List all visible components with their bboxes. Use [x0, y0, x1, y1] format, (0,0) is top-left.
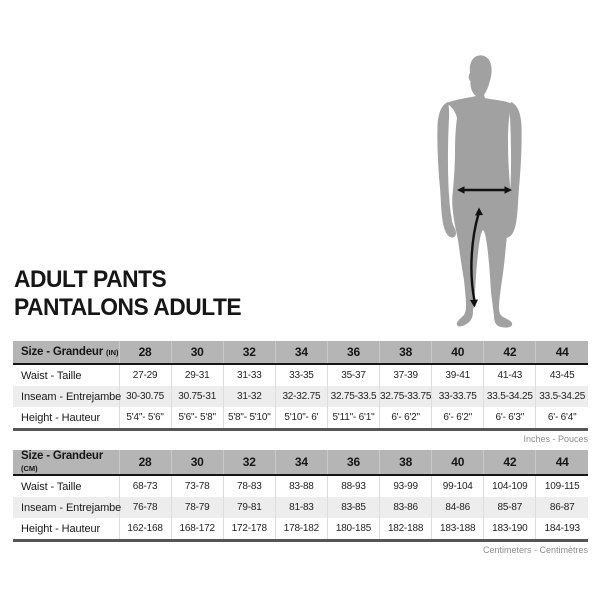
unit-footnote-centimeters: Centimeters - Centimètres — [482, 545, 588, 555]
size-column-header: 32 — [223, 450, 275, 475]
measurement-value: 83-86 — [380, 497, 432, 518]
size-header-label: Size - Grandeur (IN) — [13, 341, 119, 364]
size-column-header: 36 — [327, 450, 379, 475]
measurement-value: 32-32.75 — [275, 386, 327, 407]
measurement-value: 178-182 — [275, 518, 327, 541]
measurement-value: 79-81 — [223, 497, 275, 518]
measurement-value: 5'6"- 5'8" — [171, 407, 223, 430]
size-column-header: 28 — [119, 341, 171, 364]
size-column-header: 34 — [275, 450, 327, 475]
measurement-value: 5'11"- 6'1" — [327, 407, 379, 430]
measurement-value: 73-78 — [171, 475, 223, 497]
measurement-value: 41-43 — [484, 364, 536, 386]
size-column-header: 40 — [432, 341, 484, 364]
size-column-header: 38 — [380, 341, 432, 364]
measurement-value: 86-87 — [536, 497, 588, 518]
measurement-value: 104-109 — [484, 475, 536, 497]
measurement-value: 162-168 — [119, 518, 171, 541]
measurement-value: 78-83 — [223, 475, 275, 497]
measurement-value: 31-33 — [223, 364, 275, 386]
size-header-row — [13, 341, 588, 364]
measurement-row — [13, 364, 588, 386]
measurement-value: 183-188 — [432, 518, 484, 541]
measurement-label: Inseam - Entrejambe — [21, 501, 122, 514]
measurement-value: 30-30.75 — [119, 386, 171, 407]
page-title — [14, 266, 241, 322]
unit-footnote-inches: Inches - Pouces — [523, 434, 588, 444]
measurement-value: 78-79 — [171, 497, 223, 518]
measurement-value: 33-35 — [275, 364, 327, 386]
measurement-value: 39-41 — [432, 364, 484, 386]
measurement-value: 30.75-31 — [171, 386, 223, 407]
measurement-row — [13, 518, 588, 541]
measurement-value: 32.75-33.5 — [327, 386, 379, 407]
measurement-value: 33.5-34.25 — [536, 386, 588, 407]
size-column-header: 44 — [536, 450, 588, 475]
measurement-value: 6'- 6'3" — [484, 407, 536, 430]
measurement-value: 5'10"- 6' — [275, 407, 327, 430]
measurement-value: 180-185 — [327, 518, 379, 541]
measurement-value: 32.75-33.75 — [380, 386, 432, 407]
title-line-en: ADULT PANTS — [14, 266, 167, 293]
size-column-header: 36 — [327, 341, 379, 364]
size-column-header: 42 — [484, 341, 536, 364]
size-column-header: 44 — [536, 341, 588, 364]
size-column-header: 40 — [432, 450, 484, 475]
size-table-inches-section — [13, 341, 588, 444]
measurement-value: 43-45 — [536, 364, 588, 386]
measurement-value: 83-85 — [327, 497, 379, 518]
measurement-value: 6'- 6'4" — [536, 407, 588, 430]
measurement-value: 93-99 — [380, 475, 432, 497]
silhouette-left-arm — [437, 102, 456, 238]
unit-label: (IN) — [106, 348, 119, 357]
measurement-value: 183-190 — [484, 518, 536, 541]
size-column-header: 34 — [275, 341, 327, 364]
measurement-label: Height - Hauteur — [21, 522, 101, 535]
silhouette-body — [446, 55, 512, 327]
measurement-value: 27-29 — [119, 364, 171, 386]
size-column-header: 38 — [380, 450, 432, 475]
title-line-fr: PANTALONS ADULTE — [14, 294, 242, 321]
size-table-centimeters — [13, 450, 588, 542]
measurement-value: 76-78 — [119, 497, 171, 518]
measurement-value: 6'- 6'2" — [432, 407, 484, 430]
measurement-value: 35-37 — [327, 364, 379, 386]
size-column-header: 30 — [171, 450, 223, 475]
measurement-value: 6'- 6'2" — [380, 407, 432, 430]
measurement-value: 31-32 — [223, 386, 275, 407]
measurement-value: 37-39 — [380, 364, 432, 386]
measurement-value: 5'8"- 5'10" — [223, 407, 275, 430]
measurement-value: 33-33.75 — [432, 386, 484, 407]
measurement-label: Waist - Taille — [21, 480, 82, 493]
measurement-value: 33.5-34.25 — [484, 386, 536, 407]
size-column-header: 42 — [484, 450, 536, 475]
measurement-value: 184-193 — [536, 518, 588, 541]
measurement-value: 81-83 — [275, 497, 327, 518]
measurement-value: 5'4"- 5'6" — [119, 407, 171, 430]
size-column-header: 28 — [119, 450, 171, 475]
measurement-value: 68-73 — [119, 475, 171, 497]
size-header-label: Size - Grandeur (CM) — [13, 450, 119, 475]
measurement-row — [13, 386, 588, 407]
measurement-value: 182-188 — [380, 518, 432, 541]
measurement-label: Inseam - Entrejambe — [21, 390, 122, 403]
measurement-label: Waist - Taille — [21, 369, 82, 382]
size-table-inches — [13, 341, 588, 431]
unit-label: (CM) — [21, 464, 38, 473]
measurement-value: 29-31 — [171, 364, 223, 386]
measurement-value: 88-93 — [327, 475, 379, 497]
measurement-row — [13, 407, 588, 430]
measurement-row — [13, 497, 588, 518]
measurement-value: 83-88 — [275, 475, 327, 497]
measurement-value: 84-86 — [432, 497, 484, 518]
measurement-label: Height - Hauteur — [21, 411, 101, 424]
measurement-value: 168-172 — [171, 518, 223, 541]
measurement-value: 172-178 — [223, 518, 275, 541]
measurement-value: 99-104 — [432, 475, 484, 497]
size-column-header: 32 — [223, 341, 275, 364]
size-header-row — [13, 450, 588, 475]
size-column-header: 30 — [171, 341, 223, 364]
size-table-centimeters-section — [13, 450, 588, 555]
male-silhouette-figure — [415, 40, 585, 330]
measurement-value: 85-87 — [484, 497, 536, 518]
measurement-row — [13, 475, 588, 497]
measurement-value: 109-115 — [536, 475, 588, 497]
